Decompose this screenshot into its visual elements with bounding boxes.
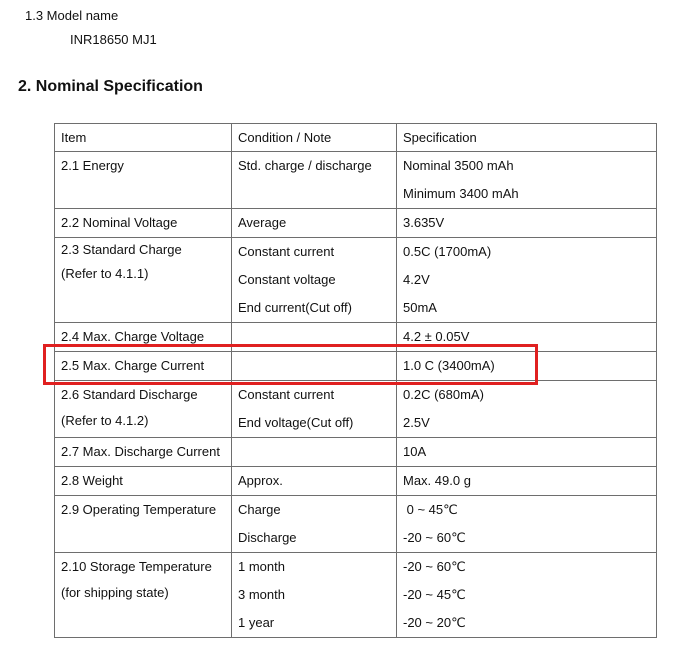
spec-text: 2.5V (403, 415, 430, 430)
table-row (55, 467, 657, 496)
item-text: 2.3 Standard Charge (61, 242, 182, 257)
table-row (55, 209, 657, 238)
spec-text: Max. 49.0 g (403, 473, 471, 488)
condition-cell (232, 467, 397, 496)
spec-cell (397, 238, 657, 323)
table-row (55, 152, 657, 209)
item-text: 2.7 Max. Discharge Current (61, 444, 220, 459)
spec-cell (397, 496, 657, 553)
condition-cell (232, 496, 397, 553)
table-row (55, 381, 657, 438)
spec-cell (397, 381, 657, 438)
item-text: 2.8 Weight (61, 473, 123, 488)
condition-cell (232, 152, 397, 209)
spec-text: 1.0 C (3400mA) (403, 358, 495, 373)
condition-text: Charge (238, 502, 281, 517)
condition-text (238, 352, 390, 380)
spec-cell (397, 352, 657, 381)
spec-cell (397, 323, 657, 352)
item-text: 2.9 Operating Temperature (61, 502, 217, 517)
header-specification: Specification (397, 124, 657, 152)
table-header-row (55, 124, 657, 152)
condition-text (238, 323, 390, 351)
condition-text: Discharge (238, 530, 297, 545)
model-name-heading: 1.3 Model name (25, 8, 119, 23)
item-cell (55, 553, 232, 638)
section-title: 2. Nominal Specification (18, 78, 203, 95)
nominal-spec-table (54, 123, 657, 638)
condition-cell (232, 381, 397, 438)
condition-text: 3 month (238, 587, 285, 602)
table-row (55, 496, 657, 553)
spec-cell (397, 152, 657, 209)
spec-text: 4.2 ± 0.05V (403, 329, 470, 344)
item-text: 2.6 Standard Discharge (61, 387, 198, 402)
spec-text: Minimum 3400 mAh (403, 186, 519, 201)
header-item: Item (55, 124, 232, 152)
item-text: 2.10 Storage Temperature (61, 559, 212, 574)
spec-text: 0.5C (1700mA) (403, 244, 492, 259)
item-text: (Refer to 4.1.1) (61, 266, 149, 281)
header-condition-note: Condition / Note (232, 124, 397, 152)
condition-cell (232, 323, 397, 352)
table-row (55, 438, 657, 467)
item-cell (55, 467, 232, 496)
condition-text: Average (238, 215, 287, 230)
table-row (55, 553, 657, 638)
spec-text: 50mA (403, 300, 437, 315)
item-cell (55, 352, 232, 381)
condition-text: Constant voltage (238, 272, 336, 287)
condition-text: 1 month (238, 559, 285, 574)
condition-text: Std. charge / discharge (238, 158, 372, 173)
item-text: (Refer to 4.1.2) (61, 413, 149, 428)
condition-text (238, 438, 390, 466)
item-cell (55, 238, 232, 323)
table-row (55, 238, 657, 323)
spec-text: Nominal 3500 mAh (403, 158, 514, 173)
spec-cell (397, 553, 657, 638)
spec-cell (397, 438, 657, 467)
condition-cell (232, 553, 397, 638)
item-text: (for shipping state) (61, 585, 169, 600)
item-cell (55, 381, 232, 438)
condition-text: 1 year (238, 615, 275, 630)
item-cell (55, 323, 232, 352)
item-text: 2.1 Energy (61, 158, 124, 173)
spec-text: -20 ~ 60℃ (403, 530, 466, 545)
spec-text: 0 ~ 45℃ (403, 502, 458, 517)
condition-text: Constant current (238, 387, 335, 402)
condition-text: End current(Cut off) (238, 300, 352, 315)
condition-cell (232, 438, 397, 467)
spec-text: 4.2V (403, 272, 430, 287)
spec-cell (397, 209, 657, 238)
spec-text: -20 ~ 20℃ (403, 615, 466, 630)
spec-text: 3.635V (403, 215, 445, 230)
item-cell (55, 209, 232, 238)
item-text: 2.5 Max. Charge Current (61, 358, 205, 373)
condition-text: Constant current (238, 244, 335, 259)
model-name-value: INR18650 MJ1 (70, 32, 157, 47)
item-text: 2.2 Nominal Voltage (61, 215, 178, 230)
table-row-highlighted (55, 352, 657, 381)
condition-text: Approx. (238, 473, 283, 488)
table-row (55, 323, 657, 352)
item-text: 2.4 Max. Charge Voltage (61, 329, 205, 344)
item-cell (55, 496, 232, 553)
spec-text: -20 ~ 45℃ (403, 587, 466, 602)
condition-cell (232, 209, 397, 238)
item-cell (55, 152, 232, 209)
spec-text: 0.2C (680mA) (403, 387, 484, 402)
item-cell (55, 438, 232, 467)
condition-cell (232, 238, 397, 323)
spec-text: 10A (403, 444, 427, 459)
condition-text: End voltage(Cut off) (238, 415, 354, 430)
spec-text: -20 ~ 60℃ (403, 559, 466, 574)
condition-cell (232, 352, 397, 381)
spec-cell (397, 467, 657, 496)
